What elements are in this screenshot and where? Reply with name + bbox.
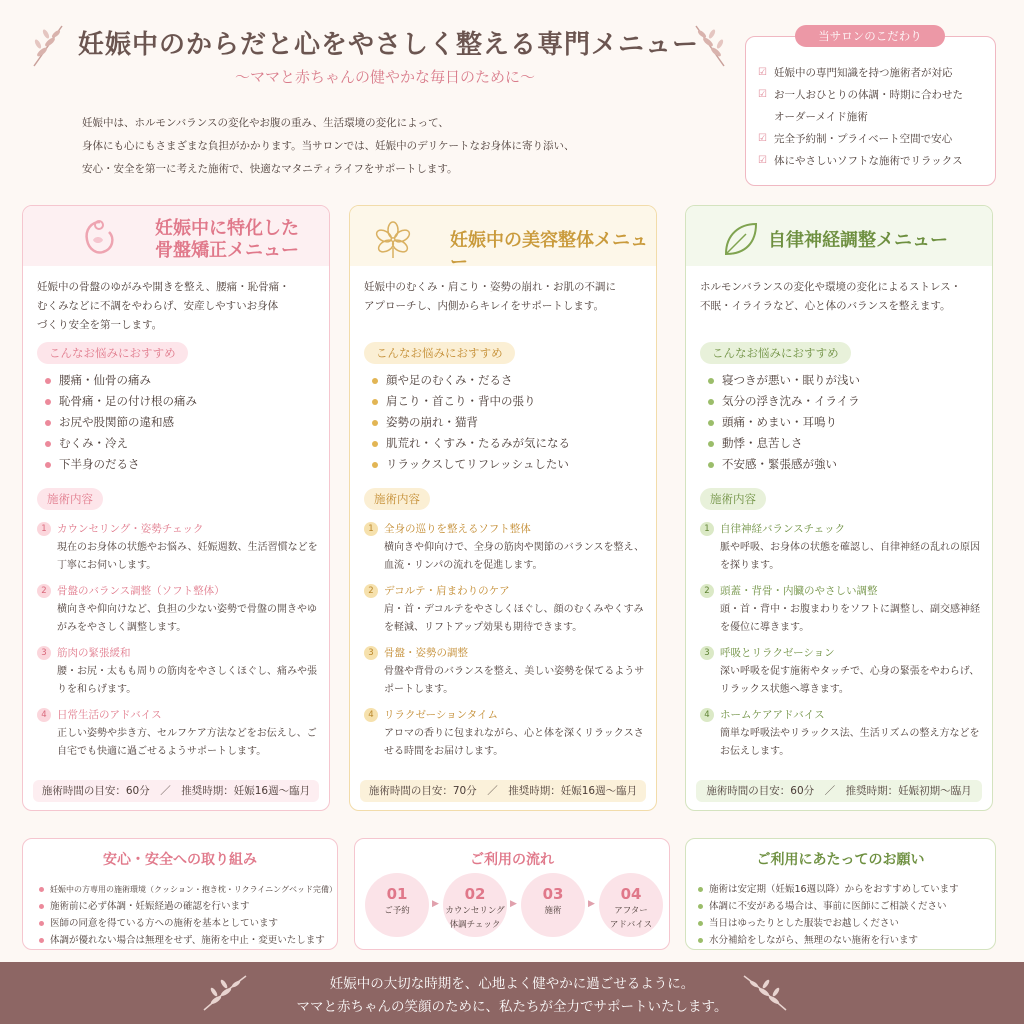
worries-label: こんなお悩みにおすすめ: [37, 342, 188, 364]
menu-card-autonomic: [685, 205, 993, 811]
list-item: 下半身のだるさ: [43, 454, 313, 475]
card-title: 自律神経調整メニュー: [768, 230, 948, 251]
treatment-step: 3 骨盤・姿勢の調整 骨盤や背骨のバランスを整え、美しい姿勢を保てるようサポートします。: [364, 644, 648, 706]
treatment-step: 3 呼吸とリラクゼーション 深い呼吸を促す施術やタッチで、心身の緊張をやわらげ、リラックス状態へ導きます。: [700, 644, 984, 706]
worries-list: [370, 370, 640, 475]
leaf-sprig-right-icon: [740, 970, 790, 1016]
flow-step: 03 施術: [521, 873, 585, 937]
leaf-sprig-left-icon: [30, 22, 66, 70]
treatment-label: 施術内容: [37, 488, 103, 510]
card-description: ホルモンバランスの変化や環境の変化によるストレス・ 不眠・イライラなど、心と体のバランスを整えます。: [700, 281, 962, 312]
checkbox-icon: ☑: [758, 155, 767, 166]
arrow-right-icon: ▶: [432, 899, 439, 909]
checkbox-icon: ☑: [758, 67, 767, 78]
treatment-step: 3 筋肉の緊張緩和 腰・お尻・太もも周りの筋肉をやさしくほぐし、痛みや張りを和らげます。: [37, 644, 321, 706]
leaf-sprig-right-icon: [692, 22, 728, 70]
flow-step: 02 カウンセリング 体調チェック: [443, 873, 507, 937]
list-item: 頭痛・めまい・耳鳴り: [706, 412, 976, 433]
intro-line: 安心・安全を第一に考えた施術で、快適なマタニティライフをサポートします。: [82, 163, 458, 175]
kodawari-item: ☑ 完全予約制・プライベート空間で安心: [758, 128, 990, 150]
flower-icon: [372, 218, 414, 260]
list-item: 動悸・息苦しさ: [706, 433, 976, 454]
treatment-step: 2 骨盤のバランス調整（ソフト整体） 横向きや仰向けなど、負担の少ない姿勢で骨盤の開きやゆがみをやさしく調整します。: [37, 582, 321, 644]
kodawari-item: ☑ お一人おひとりの体調・時期に合わせた: [758, 84, 990, 106]
intro-text: [82, 112, 682, 181]
worries-label: こんなお悩みにおすすめ: [364, 342, 515, 364]
flow-step: 04 アフター アドバイス: [599, 873, 663, 937]
list-item: お尻や股関節の違和感: [43, 412, 313, 433]
list-item: リラックスしてリフレッシュしたい: [370, 454, 640, 475]
list-item: 顔や足のむくみ・だるさ: [370, 370, 640, 391]
checkbox-icon: ☑: [758, 133, 767, 144]
list-item: 腰痛・仙骨の痛み: [43, 370, 313, 391]
kodawari-item: オーダーメイド施術: [774, 111, 868, 123]
list-item: 不安感・緊張感が強い: [706, 454, 976, 475]
notice-list: [698, 881, 959, 949]
safety-list: [39, 881, 337, 949]
kodawari-item: ☑ 体にやさしいソフトな施術でリラックス: [758, 150, 990, 172]
notice-title: ご利用にあたってのお願い: [756, 852, 925, 868]
list-item: 姿勢の崩れ・猫背: [370, 412, 640, 433]
flow-box: [354, 838, 670, 950]
footer-band: [0, 962, 1024, 1024]
treatment-label: 施術内容: [700, 488, 766, 510]
treatment-step: 1 自律神経バランスチェック 脈や呼吸、お身体の状態を確認し、自律神経の乱れの原因を探ります。: [700, 520, 984, 582]
safety-box: [22, 838, 338, 950]
page-subtitle: 〜ママと赤ちゃんの健やかな毎日のために〜: [234, 68, 535, 86]
safety-title: 安心・安全への取り組み: [103, 852, 257, 868]
pregnant-belly-icon: [79, 216, 121, 258]
treatment-step: 4 リラクゼーションタイム アロマの香りに包まれながら、心と体を深くリラックスさせる時間をお届けします。: [364, 706, 648, 768]
menu-card-beauty: [349, 205, 657, 811]
treatment-steps: [37, 520, 321, 768]
flow-step: 01 ご予約: [365, 873, 429, 937]
treatment-steps: [364, 520, 648, 768]
kodawari-item: ☑ 妊娠中の専門知識を持つ施術者が対応: [758, 62, 990, 84]
treatment-step: 1 カウンセリング・姿勢チェック 現在のお身体の状態やお悩み、妊娠週数、生活習慣などを丁寧にお伺いします。: [37, 520, 321, 582]
treatment-step: 4 日常生活のアドバイス 正しい姿勢や歩き方、セルフケア方法などをお伝えし、ご自宅でも快適に過ごせるようサポートします。: [37, 706, 321, 768]
worries-list: [706, 370, 976, 475]
treatment-step: 2 頭蓋・背骨・内臓のやさしい調整 頭・首・背中・お腹まわりをソフトに調整し、副交感神経を優位に導きます。: [700, 582, 984, 644]
card-description: 妊娠中のむくみ・肩こり・姿勢の崩れ・お肌の不調に アプローチし、内側からキレイをサポートします。: [364, 281, 616, 312]
list-item: 水分補給をしながら、無理のない施術を行います: [698, 932, 959, 949]
list-item: むくみ・冷え: [43, 433, 313, 454]
list-item: 施術は安定期（妊娠16週以降）からをおすすめしています: [698, 881, 959, 898]
card-footer: 施術時間の目安：60分 ／ 推奨時期：妊娠初期〜臨月: [696, 780, 982, 802]
footer-line-1: 妊娠中の大切な時期を、心地よく健やかに過ごせるように。: [329, 976, 695, 992]
worries-label: こんなお悩みにおすすめ: [700, 342, 851, 364]
checkbox-icon: ☑: [758, 89, 767, 100]
card-footer: 施術時間の目安：60分 ／ 推奨時期：妊娠16週〜臨月: [33, 780, 319, 802]
notice-box: [685, 838, 996, 950]
list-item: 施術前に必ず体調・妊娠経過の確認を行います: [39, 898, 337, 915]
footer-line-2: ママと赤ちゃんの笑顔のために、私たちが全力でサポートいたします。: [296, 999, 728, 1015]
list-item: 医師の同意を得ている方への施術を基本としています: [39, 915, 337, 932]
treatment-step: 1 全身の巡りを整えるソフト整体 横向きや仰向けで、全身の筋肉や関節のバランスを整え、血流・リンパの流れを促進します。: [364, 520, 648, 582]
list-item: 恥骨痛・足の付け根の痛み: [43, 391, 313, 412]
menu-card-pelvis: [22, 205, 330, 811]
worries-list: [43, 370, 313, 475]
treatment-step: 4 ホームケアアドバイス 簡単な呼吸法やリラックス法、生活リズムの整え方などをお伝えします。: [700, 706, 984, 768]
card-title: 妊娠中の美容整体メニュー: [450, 230, 648, 273]
treatment-step: 2 デコルテ・肩まわりのケア 肩・首・デコルテをやさしくほぐし、顔のむくみやくすみを軽減、リフトアップ効果も期待できます。: [364, 582, 648, 644]
page-title: 妊娠中のからだと心をやさしく整える専門メニュー: [78, 30, 700, 60]
list-item: 肌荒れ・くすみ・たるみが気になる: [370, 433, 640, 454]
card-footer: 施術時間の目安：70分 ／ 推奨時期：妊娠16週〜臨月: [360, 780, 646, 802]
list-item: 肩こり・首こり・背中の張り: [370, 391, 640, 412]
treatment-steps: [700, 520, 984, 768]
arrow-right-icon: ▶: [510, 899, 517, 909]
treatment-label: 施術内容: [364, 488, 430, 510]
kodawari-badge: 当サロンのこだわり: [795, 25, 945, 47]
card-title: 妊娠中に特化した 骨盤矯正メニュー: [155, 218, 299, 261]
card-description: 妊娠中の骨盤のゆがみや開きを整え、腰痛・恥骨痛・ むくみなどに不調をやわらげ、安産しやすいお身体 づくり安全を第一します。: [37, 281, 290, 331]
arrow-right-icon: ▶: [588, 899, 595, 909]
intro-line: 妊娠中は、ホルモンバランスの変化やお腹の重み、生活環境の変化によって、: [82, 117, 449, 129]
list-item: 寝つきが悪い・眠りが浅い: [706, 370, 976, 391]
kodawari-list: [758, 62, 990, 172]
list-item: 気分の浮き沈み・イライラ: [706, 391, 976, 412]
flow-title: ご利用の流れ: [470, 852, 554, 868]
list-item: 体調に不安がある場合は、事前に医師にご相談ください: [698, 898, 959, 915]
leaf-icon: [720, 218, 762, 260]
list-item: 当日はゆったりとした服装でお越しください: [698, 915, 959, 932]
intro-line: 身体にも心にもさまざまな負担がかかります。当サロンでは、妊娠中のデリケートなお身体に寄り添い、: [82, 140, 575, 152]
list-item: 妊娠中の方専用の施術環境（クッション・抱き枕・リクライニングベッド完備）: [39, 881, 337, 898]
list-item: 体調が優れない場合は無理をせず、施術を中止・変更いたします: [39, 932, 337, 949]
